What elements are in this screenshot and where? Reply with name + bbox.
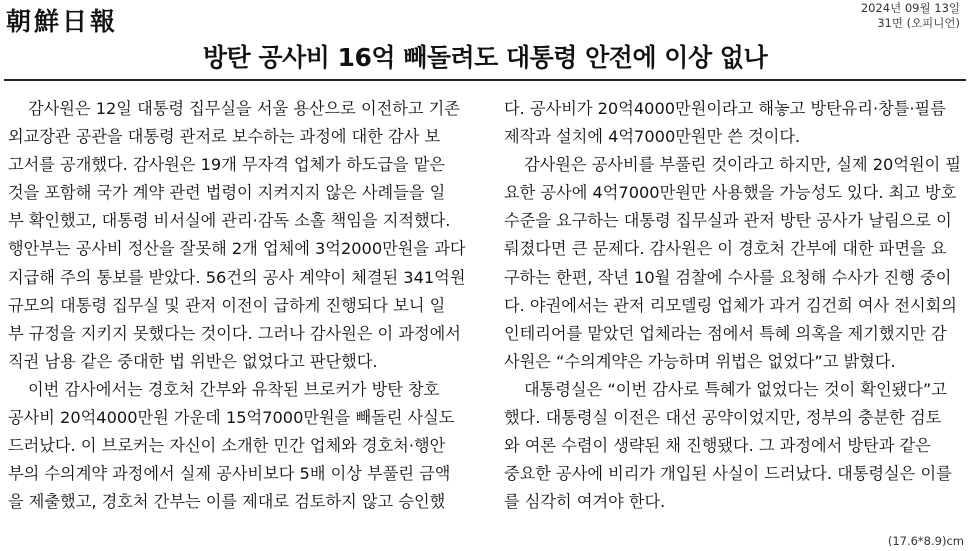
article-line: 뤄졌다면 큰 문제다. 감사원은 이 경호처 간부에 대한 파면을 요 [504, 239, 947, 259]
article-line: 부 확인했고, 대통령 비서실에 관리·감독 소홀 책임을 지적했다. [8, 211, 451, 231]
article-line: 공사비 20억4000만원 가운데 15억7000만원을 빼돌린 사실도 [8, 408, 455, 428]
article-line: 수준을 요구하는 대통령 집무실과 관저 방탄 공사가 날림으로 이 [504, 211, 952, 231]
article-column-right [504, 95, 970, 516]
article-line: 감사원은 공사비를 부풀린 것이라고 하지만, 실제 20억원이 필 [524, 155, 962, 175]
article-line: 규모의 대통령 집무실 및 관저 이전이 급하게 진행되다 보니 일 [8, 295, 446, 315]
article-line: 다. 공사비가 20억4000만원이라고 해놓고 방탄유리·창틀·필름 [504, 99, 946, 118]
article-line: 을 제출했고, 경호처 간부는 이를 제대로 검토하지 않고 승인했 [8, 492, 446, 512]
article-line: 를 심각히 여겨야 한다. [504, 492, 666, 512]
publication-meta [861, 1, 960, 31]
article-line: 고서를 공개했다. 감사원은 19개 무자격 업체가 하도급을 맡은 [8, 155, 446, 175]
article-line: 지급해 주의 통보를 받았다. 56건의 공사 계약이 체결된 341억원 [8, 267, 466, 287]
article-line: 이번 감사에서는 경호처 간부와 유착된 브로커가 방탄 창호 [28, 379, 440, 399]
article-line: 대통령실은 “이번 감사로 특혜가 없었다는 것이 확인됐다”고 [524, 379, 947, 399]
article-line: 했다. 대통령실 이전은 대선 공약이었지만, 정부의 충분한 검토 [504, 408, 942, 428]
article-line: 구하는 한편, 작년 10월 검찰에 수사를 요청해 수사가 진행 중이 [504, 267, 952, 287]
article-line: 것을 포함해 국가 계약 관련 법령이 지켜지지 않은 사례들을 일 [8, 183, 446, 203]
article-line: 와 여론 수렴이 생략된 채 진행됐다. 그 과정에서 방탄과 같은 [504, 436, 931, 456]
newspaper-masthead: 朝鮮日報 [6, 7, 119, 36]
page-section: 31면 (오피니언) [877, 16, 960, 30]
article-size-note: (17.6*8.9)cm [887, 534, 964, 548]
article-line: 부 규정을 지키지 못했다는 것이다. 그러나 감사원은 이 과정에서 [8, 323, 461, 343]
article-line: 제작과 설치에 4억7000만원만 쓴 것이다. [504, 127, 801, 147]
headline-divider [4, 79, 966, 81]
article-column-left [8, 95, 480, 516]
article-line: 요한 공사에 4억7000만원만 사용했을 가능성도 있다. 최고 방호 [504, 183, 957, 203]
article-line: 감사원은 12일 대통령 집무실을 서울 용산으로 이전하고 기존 [28, 99, 460, 118]
article-line: 외교장관 공관을 대통령 관저로 보수하는 과정에 대한 감사 보 [8, 127, 441, 147]
publication-date: 2024년 09월 13일 [860, 1, 960, 15]
editorial-headline: 방탄 공사비 16억 빼돌려도 대통령 안전에 이상 없나 [202, 43, 768, 72]
article-line: 다. 야권에서는 관저 리모델링 업체가 과거 김건희 여사 전시회의 [504, 295, 957, 315]
article-line: 인테리어를 맡았던 업체라는 점에서 특혜 의혹을 제기했지만 감 [504, 323, 947, 343]
article-line: 직권 남용 같은 중대한 법 위반은 없었다고 판단했다. [8, 351, 378, 371]
article-line: 부의 수의계약 과정에서 실제 공사비보다 5배 이상 부풀린 금액 [8, 464, 451, 484]
article-line: 사원은 “수의계약은 가능하며 위법은 없었다”고 밝혔다. [504, 351, 896, 371]
article-line: 중요한 공사에 비리가 개입된 사실이 드러났다. 대통령실은 이를 [504, 464, 952, 484]
article-line: 드러났다. 이 브로커는 자신이 소개한 민간 업체와 경호처·행안 [8, 436, 446, 456]
article-line: 행안부는 공사비 정산을 잘못해 2개 업체에 3억2000만원을 과다 [8, 239, 466, 259]
